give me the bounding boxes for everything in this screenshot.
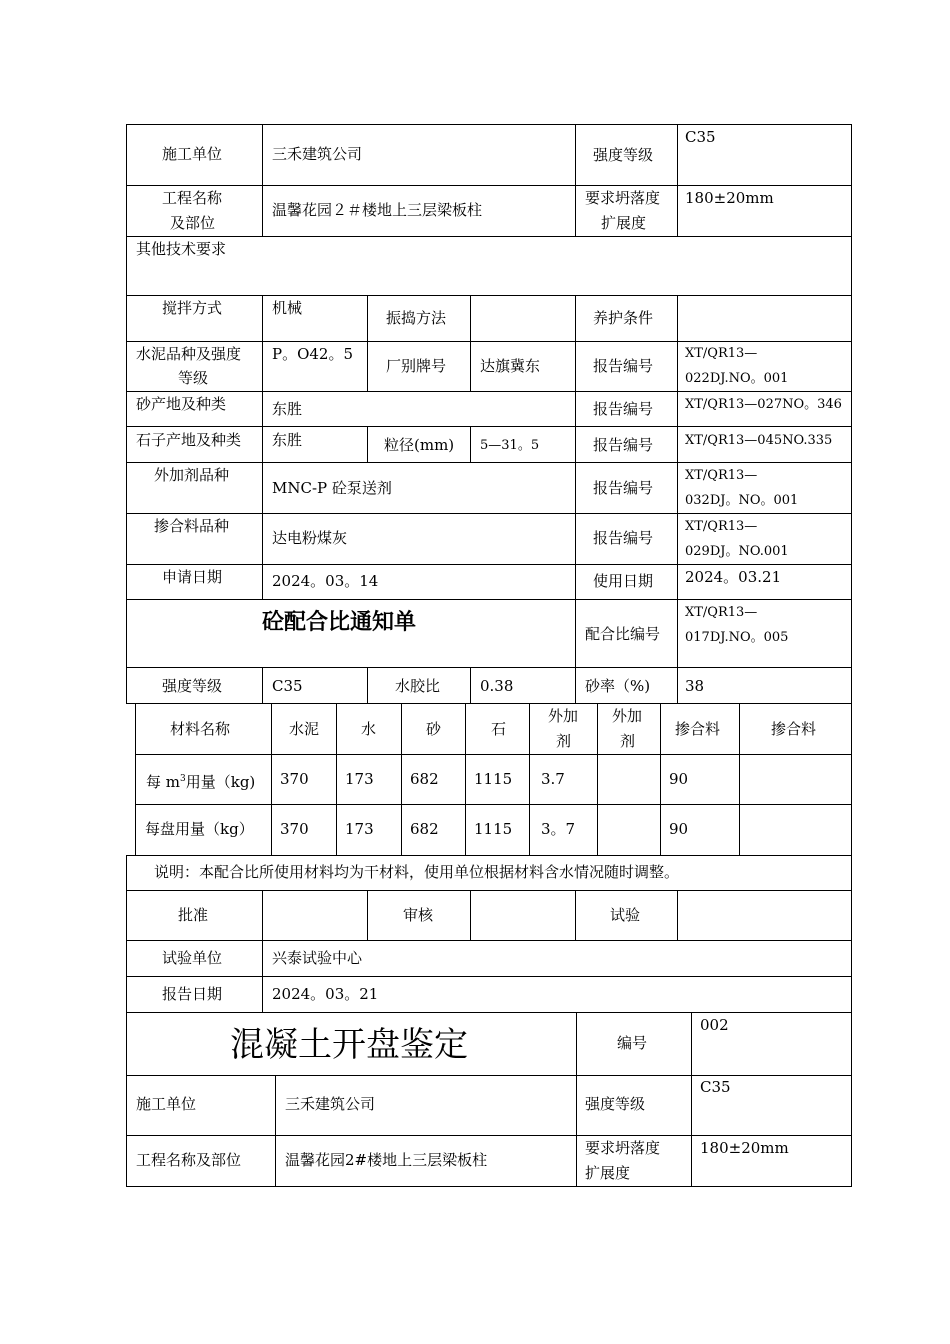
appraisal-slump-label-2: 扩展度 — [585, 1164, 631, 1182]
admixture1-header-a: 外加 — [548, 707, 579, 725]
sand-report-value: XT/QR13—027NO。346 — [685, 397, 842, 412]
cement-header: 水泥 — [289, 720, 320, 738]
cement-label-2: 等级 — [178, 369, 209, 387]
sand-rate-value: 38 — [685, 677, 705, 695]
use-date-value: 2024。03.21 — [685, 568, 782, 586]
apply-date-label: 申请日期 — [162, 568, 223, 586]
cell — [597, 754, 661, 805]
stone-header: 石 — [491, 720, 507, 738]
appraisal-unit-value: 三禾建筑公司 — [285, 1095, 376, 1113]
mixing-label: 搅拌方式 — [162, 299, 223, 317]
cell — [262, 890, 368, 941]
strength-grade-value: C35 — [685, 128, 716, 146]
grade-value: C35 — [272, 677, 303, 695]
admixture-label: 外加剂品种 — [154, 466, 230, 484]
cement-label-1: 水泥品种及强度 — [136, 345, 242, 363]
mixing-value: 机械 — [272, 299, 303, 317]
cell — [739, 804, 852, 856]
per-m3-label: 每 $m^3$用量（kg) — [146, 773, 256, 791]
sand-report-label: 报告编号 — [593, 400, 654, 418]
vibration-label: 振捣方法 — [386, 309, 447, 327]
sand-label: 砂产地及种类 — [136, 395, 227, 413]
row2-stone: 1115 — [474, 820, 513, 838]
stone-value: 东胜 — [272, 431, 303, 449]
admixture2-header-a: 外加 — [612, 707, 643, 725]
cell — [262, 391, 576, 427]
cell — [597, 804, 661, 856]
notice-title: 砼配合比通知单 — [262, 609, 417, 635]
appraisal-title: 混凝土开盘鉴定 — [230, 1025, 468, 1065]
admixture-value: MNC-P 砼泵送剂 — [272, 479, 392, 497]
appraisal-slump-value: 180±20mm — [700, 1139, 789, 1157]
wb-value: 0.38 — [480, 677, 514, 695]
cement-value: P。O42。5 — [272, 345, 354, 363]
row1-mineral1: 90 — [669, 770, 689, 788]
water-header: 水 — [361, 720, 377, 738]
stone-report-label: 报告编号 — [593, 436, 654, 454]
lab-label: 试验单位 — [162, 949, 223, 967]
slump-value: 180±20mm — [685, 189, 774, 207]
use-date-label: 使用日期 — [593, 572, 654, 590]
row1-water: 173 — [345, 770, 374, 788]
report-date-value: 2024。03。21 — [272, 985, 379, 1003]
per-batch-label: 每盘用量（kg） — [145, 820, 254, 838]
slump-label-1: 要求坍落度 — [585, 189, 661, 207]
approve-label: 批准 — [178, 906, 209, 924]
row2-admixture1: 3。7 — [541, 820, 576, 838]
cement-report-1: XT/QR13— — [685, 346, 758, 361]
row2-cement: 370 — [280, 820, 309, 838]
appraisal-project-label: 工程名称及部位 — [136, 1151, 242, 1169]
mineral-value: 达电粉煤灰 — [272, 529, 348, 547]
material-name-header: 材料名称 — [170, 720, 231, 738]
mix-no-2: 017DJ.NO。005 — [685, 630, 789, 645]
mineral-report-1: XT/QR13— — [685, 519, 758, 534]
appraisal-unit-label: 施工单位 — [136, 1095, 197, 1113]
admixture-report-label: 报告编号 — [593, 479, 654, 497]
project-value: 温馨花园２＃楼地上三层梁板柱 — [272, 201, 483, 219]
admixture-report-1: XT/QR13— — [685, 468, 758, 483]
stone-report-value: XT/QR13—045NO.335 — [685, 433, 833, 448]
sand-value: 东胜 — [272, 400, 303, 418]
note-text: 说明：本配合比所使用材料均为干材料，使用单位根据材料含水情况随时调整。 — [154, 863, 680, 881]
grade-label: 强度等级 — [162, 677, 223, 695]
appraisal-grade-label: 强度等级 — [585, 1095, 646, 1113]
admixture1-header-b: 剂 — [556, 732, 572, 750]
slump-label-2: 扩展度 — [601, 214, 647, 232]
admixture2-header-b: 剂 — [620, 732, 636, 750]
appraisal-no-label: 编号 — [617, 1034, 648, 1052]
factory-label: 厂别牌号 — [386, 357, 447, 375]
cell — [470, 890, 576, 941]
review-label: 审核 — [403, 906, 434, 924]
row2-sand: 682 — [410, 820, 439, 838]
other-requirements-label: 其他技术要求 — [136, 240, 227, 258]
row1-admixture1: 3.7 — [541, 770, 565, 788]
test-label: 试验 — [610, 906, 641, 924]
mineral-report-2: 029DJ。NO.001 — [685, 544, 789, 559]
row2-mineral1: 90 — [669, 820, 689, 838]
mineral1-header: 掺合料 — [675, 720, 721, 738]
project-label-2: 及部位 — [170, 214, 216, 232]
lab-value: 兴泰试验中心 — [272, 949, 363, 967]
wb-label: 水胶比 — [395, 677, 441, 695]
row1-sand: 682 — [410, 770, 439, 788]
curing-label: 养护条件 — [593, 309, 654, 327]
mineral-label: 掺合料品种 — [154, 517, 230, 535]
row1-stone: 1115 — [474, 770, 513, 788]
mineral-report-label: 报告编号 — [593, 529, 654, 547]
appraisal-no-value: 002 — [700, 1016, 729, 1034]
strength-grade-label: 强度等级 — [593, 146, 654, 164]
sand-rate-label: 砂率（%) — [585, 677, 651, 695]
appraisal-project-value: 温馨花园2#楼地上三层梁板柱 — [285, 1151, 488, 1169]
cell — [677, 295, 852, 342]
mix-no-label: 配合比编号 — [585, 625, 661, 643]
stone-label: 石子产地及种类 — [136, 431, 242, 449]
cell — [677, 890, 852, 941]
report-date-label: 报告日期 — [162, 985, 223, 1003]
sand-header: 砂 — [426, 720, 442, 738]
cement-report-2: 022DJ.NO。001 — [685, 371, 789, 386]
mineral2-header: 掺合料 — [771, 720, 817, 738]
row1-cement: 370 — [280, 770, 309, 788]
size-value: 5—31。5 — [480, 438, 540, 453]
appraisal-grade-value: C35 — [700, 1078, 731, 1096]
cell — [739, 754, 852, 805]
cell — [126, 236, 852, 296]
mix-no-1: XT/QR13— — [685, 605, 758, 620]
row2-water: 173 — [345, 820, 374, 838]
construction-unit-label: 施工单位 — [162, 145, 223, 163]
factory-value: 达旗冀东 — [480, 357, 541, 375]
construction-unit-value: 三禾建筑公司 — [272, 145, 363, 163]
appraisal-slump-label-1: 要求坍落度 — [585, 1139, 661, 1157]
apply-date-value: 2024。03。14 — [272, 572, 379, 590]
admixture-report-2: 032DJ。NO。001 — [685, 493, 799, 508]
size-label: 粒径(mm) — [384, 436, 455, 454]
cell — [470, 295, 576, 342]
cement-report-label: 报告编号 — [593, 357, 654, 375]
project-label-1: 工程名称 — [162, 189, 223, 207]
